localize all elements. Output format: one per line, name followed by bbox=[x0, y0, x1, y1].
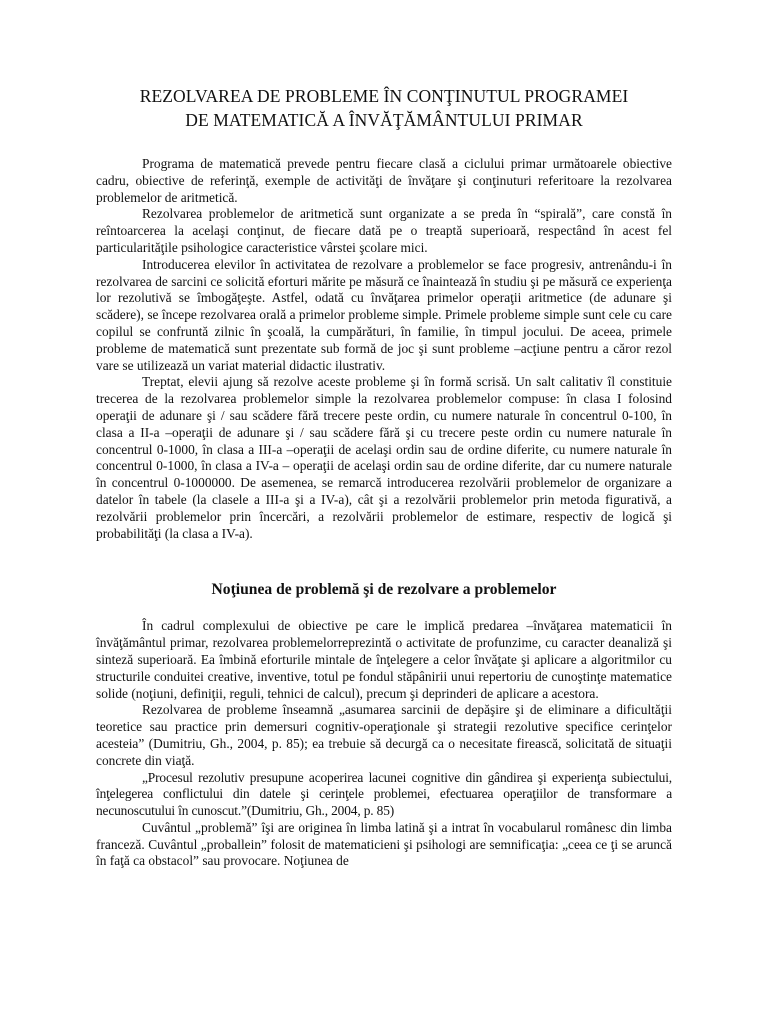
document-title bbox=[96, 84, 672, 132]
intro-section bbox=[96, 156, 672, 542]
title-line-2: DE MATEMATICĂ A ÎNVĂŢĂMÂNTULUI PRIMAR bbox=[185, 110, 583, 130]
paragraph: Introducerea elevilor în activitatea de rezolvare a problemelor se face progresiv, antrenându-i în rezolvarea de sarcini ce solicită eforturi mărite pe măsură ce înaintează în studiu şi pe măsură ce experienţa lor rezolutivă se îmbogăţeşte. Astfel, odată cu învăţarea primelor operaţii aritmetice (de adunare şi scădere), se începe rezolvarea orală a primelor probleme simple. Primele probleme simple sunt cele cu care copilul se confruntă zilnic în şcoală, la cumpărături, în familie, în timpul jocului. De aceea, primele probleme de matematică sunt prezentate sub formă de joc şi sunt probleme –acţiune pentru a căror rezol vare se utilizează un variat material didactic ilustrativ. bbox=[96, 256, 672, 373]
title-line-1: REZOLVAREA DE PROBLEME ÎN CONŢINUTUL PROGRAMEI bbox=[139, 86, 629, 106]
paragraph: În cadrul complexului de obiective pe care le implică predarea –învăţarea matematicii în învăţământul primar, rezolvarea problemelorreprezintă o activitate de profunzime, cu caracter deanaliză şi sinteză superioară. Ea îmbină eforturile mintale de înţelegere a celor învăţate şi aplicare a algoritmilor cu structurile conduitei creative, inventive, totul pe fondul stăpânirii unui repertoriu de cunoştinţe matematice solide (noţiuni, definiţii, reguli, tehnici de calcul), precum şi deprinderi de aplicare a acestora. bbox=[96, 618, 672, 701]
paragraph: Rezolvarea de probleme înseamnă „asumarea sarcinii de depăşire şi de eliminare a dificultăţii teoretice sau practice prin demersuri cognitiv-operaţionale şi strategii rezolutive specifice cerinţelor acesteia” (Dumitriu, Gh., 2004, p. 85); ea trebuie să decurgă ca o necesitate firească, solicitată de situaţii concrete din viaţă. bbox=[96, 702, 672, 768]
quote-paragraph: „Procesul rezolutiv presupune acoperirea lacunei cognitive din gândirea şi experienţa subiectului, înţelegerea conflictului din datele şi cerinţele problemei, efectuarea operaţiilor de transformare a necunoscutului în cunoscut.”(Dumitriu, Gh., 2004, p. 85) bbox=[96, 769, 672, 819]
paragraph: Programa de matematică prevede pentru fiecare clasă a ciclului primar următoarele obiective cadru, obiective de referinţă, exemple de activităţi de învăţare şi conţinuturi referitoare la rezolvarea problemelor de aritmetică. bbox=[96, 156, 672, 205]
paragraph: Cuvântul „problemă” îşi are originea în limba latină şi a intrat în vocabularul românesc din limba franceză. Cuvântul „proballein” folosit de matematicieni şi psihologi are semnificaţia: „ceea ce ţi se aruncă în faţă ca obstacol” sau provocare. Noţiunea de bbox=[96, 819, 672, 869]
section-heading: Noţiunea de problemă şi de rezolvare a problemelor bbox=[211, 581, 557, 599]
paragraph: Treptat, elevii ajung să rezolve aceste probleme şi în formă scrisă. Un salt calitativ îl constituie trecerea de la rezolvarea problemelor simple la rezolvarea problemelor compuse: în clasa I folosind operaţii de adunare şi / sau scădere fără trecere peste ordin, cu numere naturale în concentrul 0-100, în clasa a II-a –operaţii de adunare şi / sau scădere fără şi cu trecere peste ordin cu numere naturale în concentrul 0-1000, în clasa a III-a –operaţii de acelaşi ordin sau de ordine diferite, cu numere naturale în concentrul 0-1000, în clasa a IV-a – operaţii de acelaşi ordin sau de ordine diferite, dar cu numere naturale în concentrul 0-1000000. De asemenea, se remarcă introducerea rezolvării problemelor de organizare a datelor în tabele (la clasele a III-a şi a IV-a), cât şi a rezolvării problemelor prin metoda figurativă, a rezolvării problemelor prin încercări, a rezolvării problemelor de estimare, respectiv de logică şi probabilităţi (la clasa a IV-a). bbox=[96, 374, 672, 541]
problem-notion-section bbox=[96, 618, 672, 870]
paragraph: Rezolvarea problemelor de aritmetică sunt organizate a se preda în “spirală”, care constă în reîntoarcerea la acelaşi conţinut, de fiecare dată pe o treaptă superioară, respectând în acest fel particularităţile psihologice caracteristice vârstei şcolare mici. bbox=[96, 206, 672, 255]
